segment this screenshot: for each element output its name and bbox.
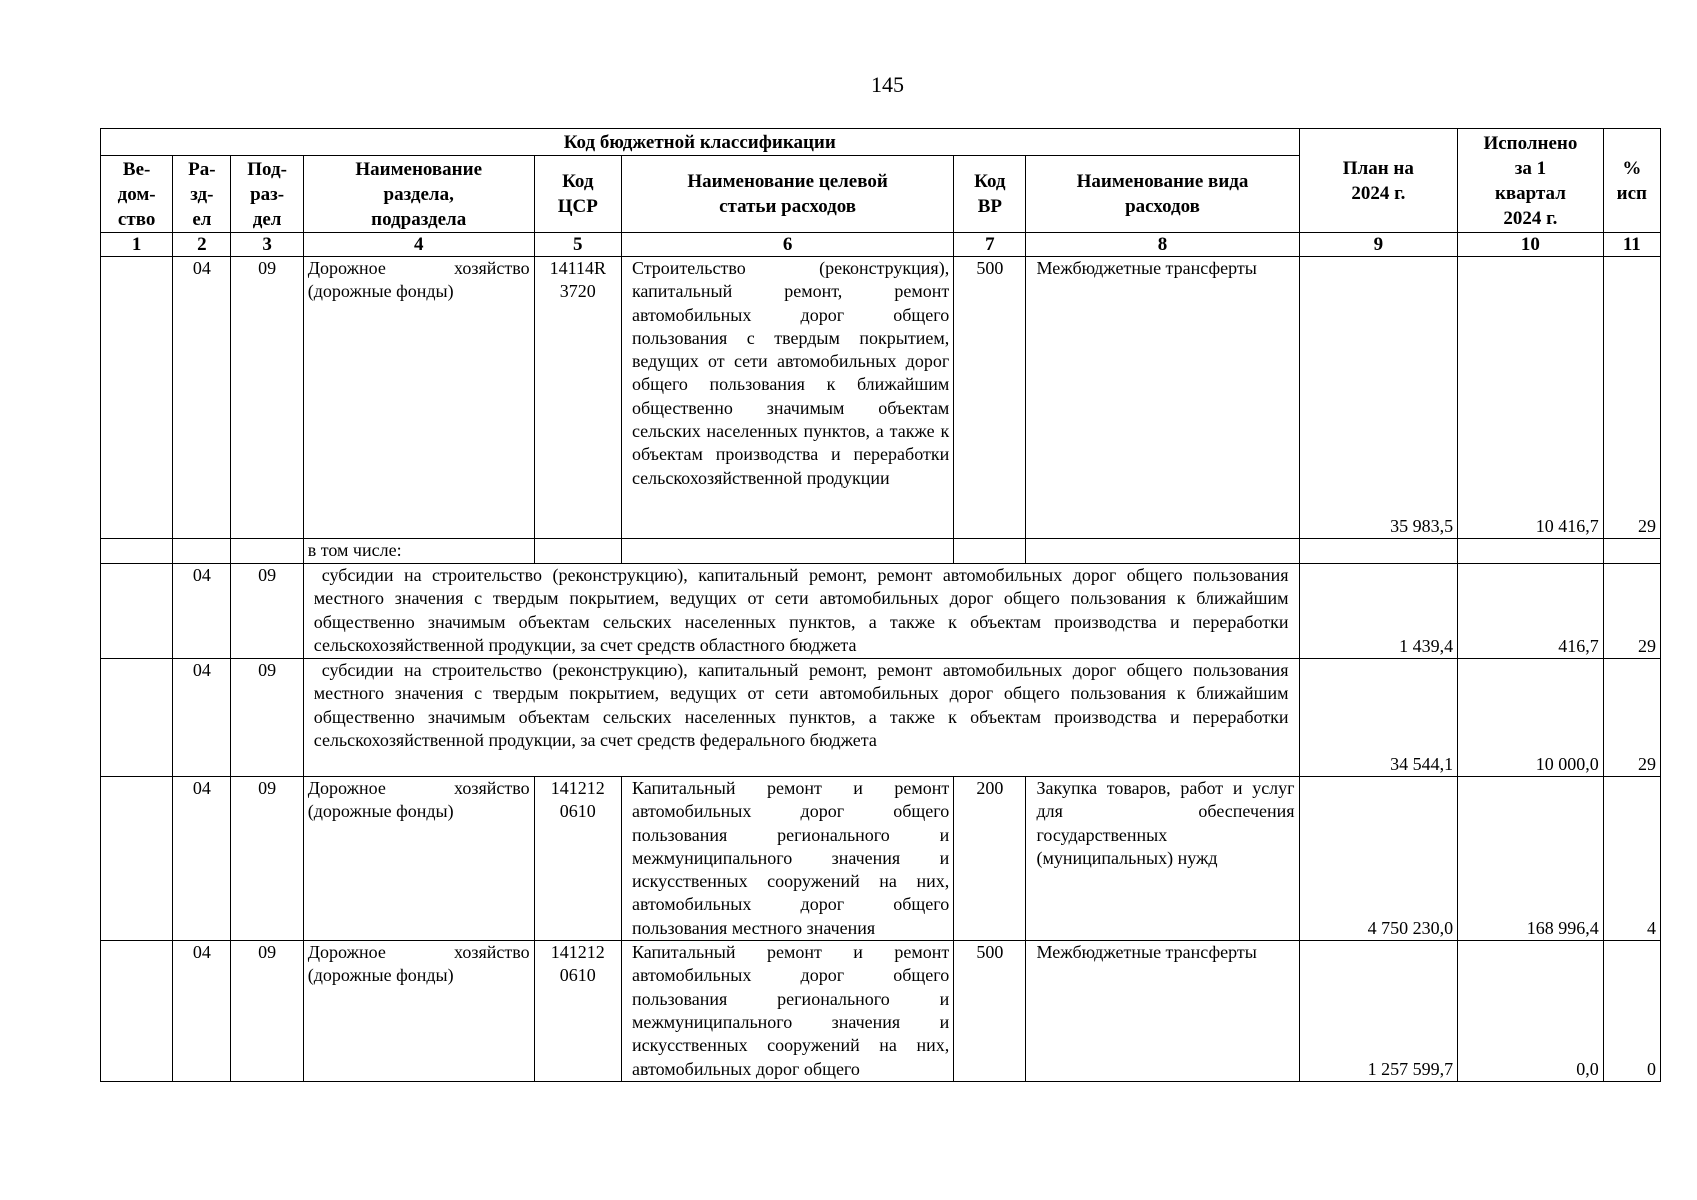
cell-naim-statyi <box>621 539 953 564</box>
header-naim-razdela: Наименование раздела, подраздела <box>303 156 534 233</box>
header-plan: План на 2024 г. <box>1299 129 1458 233</box>
cell-naim-statyi: Капитальный ремонт и ремонт автомобильных дорог общего пользования регионального и межмуниципального значения и искусственных сооружений на них, автомобильных дорог общего <box>621 941 953 1082</box>
cell-podrazdel <box>231 539 303 564</box>
cell-naim-vida: Межбюджетные трансферты <box>1026 941 1299 1082</box>
cell-kod-csr: 141212 0610 <box>534 941 621 1082</box>
header-kod-vr: Код ВР <box>954 156 1026 233</box>
cell-vedomstvo <box>101 659 173 777</box>
cell-podrazdel: 09 <box>231 564 303 659</box>
column-number: 4 <box>303 233 534 257</box>
header-row-group <box>101 129 1661 156</box>
cell-plan: 4 750 230,0 <box>1299 777 1458 941</box>
cell-plan: 1 257 599,7 <box>1299 941 1458 1082</box>
cell-razdel: 04 <box>173 659 231 777</box>
cell-subsidy-text: субсидии на строительство (реконструкцию), капитальный ремонт, ремонт автомобильных дорог общего пользования местного значения с твердым покрытием, ведущих от сети автомобильных дорог общего пользования к ближайшим общественно значимым объектам сельских населенных пунктов, а также к объектам производства и переработки сельскохозяйственной продукции, за счет средств областного бюджета <box>303 564 1299 659</box>
cell-kod-csr <box>534 539 621 564</box>
header-podrazdel: Под- раз- дел <box>231 156 303 233</box>
cell-pct: 29 <box>1603 564 1660 659</box>
cell-kod-csr: 14114R 3720 <box>534 257 621 539</box>
header-kod-csr: Код ЦСР <box>534 156 621 233</box>
cell-razdel: 04 <box>173 777 231 941</box>
column-number: 5 <box>534 233 621 257</box>
column-number: 3 <box>231 233 303 257</box>
budget-table <box>100 128 1661 1082</box>
column-number: 2 <box>173 233 231 257</box>
cell-pct: 0 <box>1603 941 1660 1082</box>
cell-pct: 4 <box>1603 777 1660 941</box>
cell-ispolneno: 0,0 <box>1458 941 1604 1082</box>
header-vedomstvo: Ве- дом- ство <box>101 156 173 233</box>
column-number: 7 <box>954 233 1026 257</box>
cell-vedomstvo <box>101 539 173 564</box>
cell-kod-vr: 500 <box>954 257 1026 539</box>
table-row <box>101 777 1661 941</box>
cell-ispolneno: 168 996,4 <box>1458 777 1604 941</box>
header-budget-classification: Код бюджетной классификации <box>101 129 1300 156</box>
cell-kod-csr: 141212 0610 <box>534 777 621 941</box>
cell-kod-vr: 200 <box>954 777 1026 941</box>
table-row <box>101 539 1661 564</box>
cell-naim-vida: Закупка товаров, работ и услуг для обеспечения государственных (муниципальных) нужд <box>1026 777 1299 941</box>
cell-naim-razdela: Дорожное хозяйство (дорожные фонды) <box>303 941 534 1082</box>
cell-naim-razdela: Дорожное хозяйство (дорожные фонды) <box>303 777 534 941</box>
cell-podrazdel: 09 <box>231 777 303 941</box>
cell-naim-vida: Межбюджетные трансферты <box>1026 257 1299 539</box>
cell-pct: 29 <box>1603 257 1660 539</box>
cell-plan: 34 544,1 <box>1299 659 1458 777</box>
column-number: 11 <box>1603 233 1660 257</box>
column-number: 6 <box>621 233 953 257</box>
column-number: 1 <box>101 233 173 257</box>
column-number: 9 <box>1299 233 1458 257</box>
header-ispolneno: Исполнено за 1 квартал 2024 г. <box>1458 129 1604 233</box>
cell-subsidy-text: субсидии на строительство (реконструкцию), капитальный ремонт, ремонт автомобильных дорог общего пользования местного значения с твердым покрытием, ведущих от сети автомобильных дорог общего пользования к ближайшим общественно значимым объектам сельских населенных пунктов, а также к объектам производства и переработки сельскохозяйственной продукции, за счет средств федерального бюджета <box>303 659 1299 777</box>
table-row <box>101 257 1661 539</box>
cell-ispolneno: 10 000,0 <box>1458 659 1604 777</box>
cell-pct: 29 <box>1603 659 1660 777</box>
cell-kod-vr: 500 <box>954 941 1026 1082</box>
cell-naim-razdela: Дорожное хозяйство (дорожные фонды) <box>303 257 534 539</box>
table-row <box>101 941 1661 1082</box>
cell-vedomstvo <box>101 941 173 1082</box>
cell-naim-statyi: Строительство (реконструкция), капитальный ремонт, ремонт автомобильных дорог общего пользования с твердым покрытием, ведущих от сети автомобильных дорог общего пользования к ближайшим общественно значимым объектам сельских населенных пунктов, а также к объектам производства и переработки сельскохозяйственной продукции <box>621 257 953 539</box>
cell-razdel: 04 <box>173 564 231 659</box>
cell-plan <box>1299 539 1458 564</box>
column-number-row <box>101 233 1661 257</box>
cell-vedomstvo <box>101 564 173 659</box>
cell-pct <box>1603 539 1660 564</box>
cell-podrazdel: 09 <box>231 659 303 777</box>
column-number: 8 <box>1026 233 1299 257</box>
cell-vedomstvo <box>101 777 173 941</box>
cell-plan: 35 983,5 <box>1299 257 1458 539</box>
cell-razdel: 04 <box>173 941 231 1082</box>
cell-naim-statyi: Капитальный ремонт и ремонт автомобильных дорог общего пользования регионального и межмуниципального значения и искусственных сооружений на них, автомобильных дорог общего пользования местного значения <box>621 777 953 941</box>
column-number: 10 <box>1458 233 1604 257</box>
cell-ispolneno <box>1458 539 1604 564</box>
table-row <box>101 659 1661 777</box>
cell-vedomstvo <box>101 257 173 539</box>
header-naim-statyi: Наименование целевой статьи расходов <box>621 156 953 233</box>
page-number: 145 <box>871 72 904 97</box>
table-row <box>101 564 1661 659</box>
cell-plan: 1 439,4 <box>1299 564 1458 659</box>
header-pct: % исп <box>1603 129 1660 233</box>
cell-razdel <box>173 539 231 564</box>
cell-ispolneno: 416,7 <box>1458 564 1604 659</box>
cell-kod-vr <box>954 539 1026 564</box>
header-naim-vida: Наименование вида расходов <box>1026 156 1299 233</box>
cell-naim-vida <box>1026 539 1299 564</box>
cell-label-including: в том числе: <box>303 539 534 564</box>
header-razdel: Ра- зд- ел <box>173 156 231 233</box>
cell-podrazdel: 09 <box>231 941 303 1082</box>
cell-ispolneno: 10 416,7 <box>1458 257 1604 539</box>
cell-razdel: 04 <box>173 257 231 539</box>
cell-podrazdel: 09 <box>231 257 303 539</box>
